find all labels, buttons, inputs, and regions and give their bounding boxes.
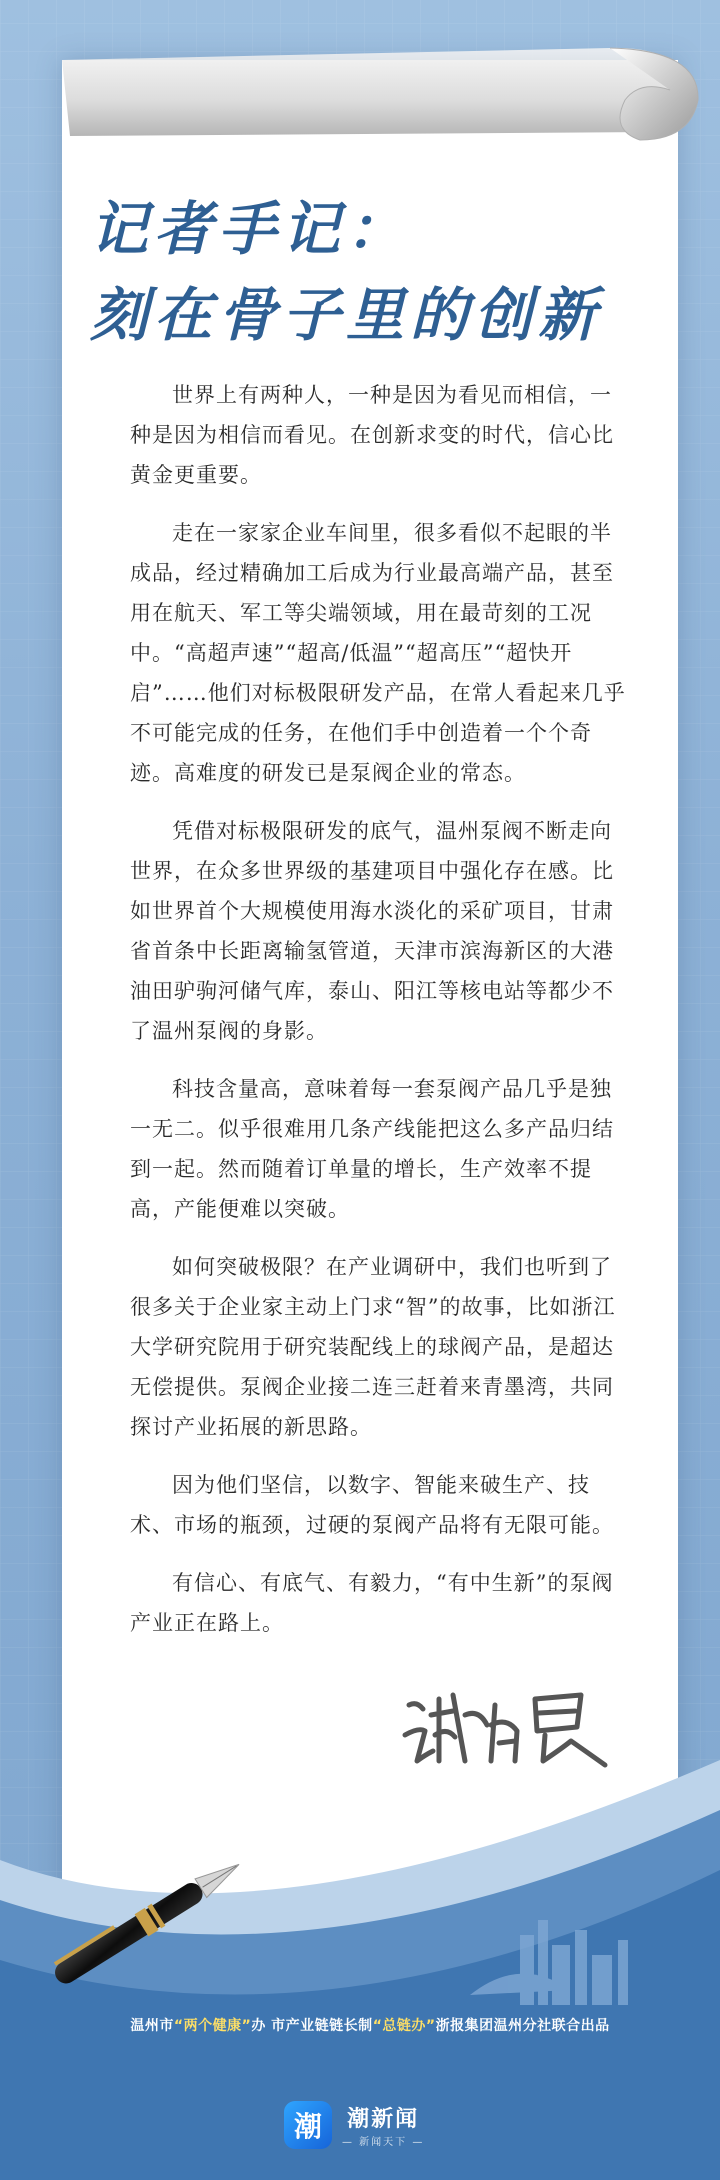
article-body: [130, 375, 632, 1661]
footer-text: 办 市产业链链长制: [251, 2018, 373, 2034]
app-logo-icon: 潮: [284, 2101, 332, 2149]
fountain-pen-icon: [20, 1835, 280, 2005]
article-paragraph: 因为他们坚信，以数字、智能来破生产、技术、市场的瓶颈，过硬的泵阀产品将有无限可能。: [130, 1473, 614, 1537]
page-title-line-2: 刻在骨子里的创新: [90, 281, 603, 349]
brand-block: [284, 2095, 424, 2155]
brand-name: 潮新闻: [347, 2107, 420, 2132]
page-title-line-1: 记者手记：: [90, 195, 411, 263]
footer-text: 浙报集团温州分社: [435, 2018, 552, 2034]
footer-text: 联合出品: [551, 2018, 610, 2034]
article-paragraph: 世界上有两种人，一种是因为看见而相信，一种是因为相信而看见。在创新求变的时代，信心比黄金更重要。: [130, 383, 614, 487]
article-paragraph: 走在一家家企业车间里，很多看似不起眼的半成品，经过精确加工后成为行业最高端产品，甚至用在航天、军工等尖端领域，用在最苛刻的工况中。“高超声速”“超高/低温”“超高压”“超快开启”……他们对标极限研发产品，在常人看起来几乎不可能完成的任务，在他们手中创造着一个个奇迹。高难度的研发已是泵阀企业的常态。: [130, 521, 626, 785]
scroll-curl-decoration: [50, 40, 710, 160]
footer-credits: [70, 2007, 670, 2043]
footer-highlight: “两个健康”: [173, 2018, 252, 2034]
brand-slogan: — 新闻天下 —: [342, 2137, 425, 2148]
article-paragraph: 如何突破极限？在产业调研中，我们也听到了很多关于企业家主动上门求“智”的故事，比如浙江大学研究院用于研究装配线上的球阀产品，是超达无偿提供。泵阀企业接二连三赶着来青墨湾，共同探讨产业拓展的新思路。: [130, 1255, 616, 1439]
footer-highlight: “总链办”: [372, 2018, 436, 2034]
brand-text: [342, 2102, 424, 2148]
footer-text: 温州市: [130, 2018, 174, 2034]
article-paragraph: 科技含量高，意味着每一套泵阀产品几乎是独一无二。似乎很难用几条产线能把这么多产品归结到一起。然而随着订单量的增长，生产效率不提高，产能便难以突破。: [130, 1077, 614, 1221]
article-paragraph: 有信心、有底气、有毅力，“有中生新”的泵阀产业正在路上。: [130, 1571, 614, 1635]
article-paragraph: 凭借对标极限研发的底气，温州泵阀不断走向世界，在众多世界级的基建项目中强化存在感。比如世界首个大规模使用海水淡化的采矿项目，甘肃省首条中长距离输氢管道，天津市滨海新区的大港油田驴驹河储气库，泰山、阳江等核电站等都少不了温州泵阀的身影。: [130, 819, 614, 1043]
